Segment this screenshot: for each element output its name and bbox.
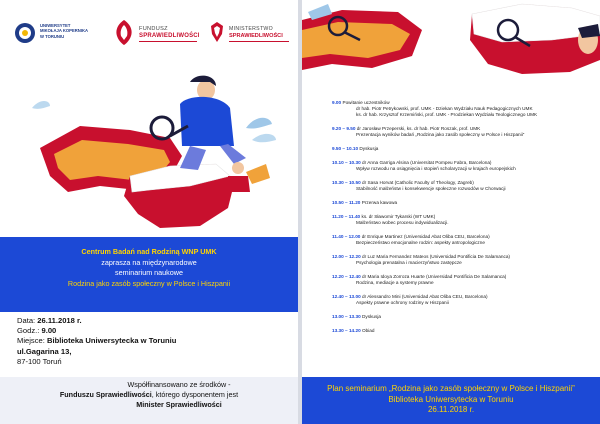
schedule-time: 12.20 – 12.40 [332, 273, 361, 279]
schedule-text: dr Sasa Horvat (Catholic Faculty of Theology, Zagreb) [362, 180, 474, 185]
schedule-text: Bezpieczeństwo emocjonalne rodzin: aspekty antropologiczne [356, 240, 485, 245]
schedule-text: Obiad [362, 327, 375, 333]
cofunding-note [0, 377, 298, 424]
schedule-text: dr Maria Idoya Zorroza Huarte (Universidad Pontificia De Salamanca) [362, 273, 507, 279]
schedule-time: 12.40 – 13.00 [332, 293, 361, 299]
schedule-time: 11.20 – 11.40 [332, 213, 361, 219]
header-illustration [302, 0, 600, 90]
footer-date: 26.11.2018 r. [427, 405, 475, 415]
city-row [17, 357, 287, 367]
schedule-text: Aspekty prawne ochrony rodziny w Hiszpanii [356, 300, 449, 305]
schedule-text: Psychologia prenatalna i macierzyństwo zastępcze [356, 260, 462, 265]
footer-title: Plan seminarium „Rodzina jako zasób społeczny w Polsce i Hiszpanii” [327, 384, 575, 393]
cofund-line2-rest: , którego dysponentem jest [151, 390, 239, 400]
schedule-text: Przerwa kawowa [361, 200, 398, 205]
fundusz-logo-line1: FUNDUSZ [139, 26, 168, 32]
schedule-time: 13.00 – 13.30 [332, 313, 361, 319]
schedule-item [332, 146, 594, 152]
schedule-text: Dyskusja [362, 313, 382, 319]
schedule-text: dr Anna Garriga Alsina (Universitat Pompeu Fabra, Barcelona) [362, 160, 492, 165]
ministerstwo-logo-line2: SPRAWIEDLIWOŚCI [229, 33, 283, 39]
umk-emblem-icon [14, 22, 36, 44]
schedule-item [332, 200, 594, 206]
fundusz-logo-line2: SPRAWIEDLIWOŚCI [139, 33, 200, 39]
banner-invite-line: zaprasza na międzynarodowe [101, 257, 197, 267]
schedule-item [332, 214, 594, 226]
street-row [17, 347, 287, 357]
schedule-item [332, 100, 594, 119]
schedule-text: ks. dr hab. Krzysztof Krzemiński, prof. UMK - Prodziekan Wydziału Teologicznego UMK [356, 112, 538, 118]
place-value: Biblioteka Uniwersytecka w Toruniu [46, 336, 177, 346]
date-row [17, 316, 287, 326]
cofund-line2 [0, 390, 298, 400]
cofund-line1: Współfinansowano ze środków - [127, 380, 231, 389]
ministerstwo-logo-line1: MINISTERSTWO [229, 26, 273, 32]
schedule-text: dr Jarosław Przeperski, ks. dr hab. Piotr Roszak, prof. UMK [356, 126, 481, 132]
schedule-item [332, 160, 594, 172]
schedule-time: 12.00 – 12.20 [332, 253, 361, 259]
schedule-text: Wpływ rozwodu na osiągnięcia i stopień scholaryzacji w krajach europejskich [356, 166, 516, 172]
schedule-text: dr Alessandro Mini (Universidad Abat Oliba CEU, Barcelona) [362, 293, 488, 299]
umk-logo-line2: MIKOŁAJA KOPERNIKA [40, 28, 89, 34]
schedule-item [332, 274, 594, 286]
cofund-minister: Minister Sprawiedliwości [136, 400, 222, 410]
schedule-text: Rodzina, mediacje a systemy prawne [356, 280, 434, 285]
schedule-text: Małżeństwo wobec procesu indywidualizacji. [356, 220, 449, 225]
cofund-line3 [0, 400, 298, 410]
map-illustration [20, 68, 288, 234]
date-label: Data: [17, 316, 36, 325]
schedule-item [332, 328, 594, 334]
event-banner [0, 237, 298, 312]
schedule-text: dr hab. Piotr Petrykowski, prof. UMK - Dziekan Wydziału Nauk Pedagogicznych UMK [356, 106, 533, 112]
time-row [17, 326, 287, 336]
schedule-time: 9.00 [332, 100, 342, 105]
eagle-icon [112, 18, 136, 48]
schedule-item [332, 180, 594, 192]
footer-venue: Biblioteka Uniwersytecka w Toruniu [388, 394, 514, 404]
city-value: 87-100 Toruń [17, 356, 62, 366]
schedule-time: 10.50 – 11.20 [332, 200, 361, 205]
right-page [302, 0, 600, 424]
schedule-item [332, 294, 594, 306]
schedule-text: dr Luz Maria Fernandez Mateos (Universidad Pontificia De Salamanca) [362, 253, 510, 259]
schedule-text: Stabilność małżeństw i konsekwencje społeczne rozwodów w Chorwacji [356, 186, 506, 192]
schedule-time: 13.30 – 14.20 [332, 327, 361, 333]
schedule-list [332, 100, 594, 334]
schedule-item [332, 126, 594, 138]
schedule-time: 9.50 – 10.10 [332, 146, 359, 152]
ministry-eagle-icon [208, 20, 226, 44]
time-label: Godz.: [17, 326, 40, 336]
logo-bar [14, 18, 294, 52]
place-row [17, 336, 287, 346]
schedule-item [332, 234, 594, 246]
cofund-fund-name: Funduszu Sprawiedliwości [59, 390, 152, 400]
schedule-item [332, 254, 594, 266]
schedule-text: Prezentacja wyników badań „Rodzina jako zasób społeczny w Polsce i Hiszpanii” [356, 132, 525, 138]
umk-logo-line3: W TORUNIU [40, 33, 65, 39]
street-value: ul.Gagarina 13, [17, 346, 72, 356]
schedule-text: Dyskusja [359, 146, 379, 152]
schedule-text: dr Enrique Martinez (Universidad Abat Oliba CEU, Barcelona) [361, 233, 490, 239]
banner-organizer: Centrum Badań nad Rodziną WNP UMK [81, 247, 217, 256]
banner-seminar-line: seminarium naukowe [115, 268, 183, 278]
left-page [0, 0, 298, 424]
schedule-item [332, 314, 594, 320]
event-details [17, 316, 287, 367]
schedule-time: 9.20 – 9.50 [332, 126, 356, 132]
date-value: 26.11.2018 r. [37, 316, 82, 325]
schedule-text: Powitanie uczestników [342, 100, 390, 105]
schedule-text: ks. dr Sławomir Tykarski (WT UMK) [361, 213, 436, 219]
program-footer [302, 377, 600, 424]
schedule-time: 11.40 – 12.00 [332, 233, 361, 239]
banner-title: Rodzina jako zasób społeczny w Polsce i Hiszpanii [67, 278, 231, 288]
time-value: 9.00 [41, 326, 57, 336]
schedule-time: 10.30 – 10.50 [332, 180, 361, 185]
place-label: Miejsce: [17, 336, 45, 346]
umk-logo-line1: UNIWERSYTET [40, 23, 71, 28]
schedule-time: 10.10 – 10.30 [332, 160, 361, 165]
